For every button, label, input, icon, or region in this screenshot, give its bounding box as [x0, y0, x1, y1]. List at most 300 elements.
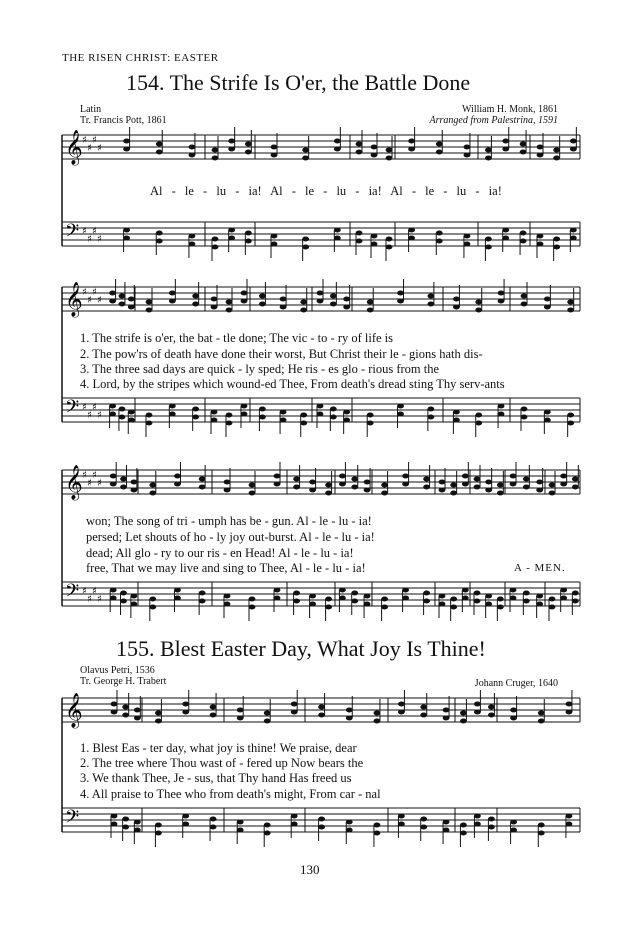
system-2-note — [146, 300, 153, 305]
system-4-note — [474, 702, 481, 707]
system-3-note — [309, 480, 316, 485]
system-4-note — [460, 719, 467, 724]
hymn-154-verse-2-line-2: persed; Let shouts of ho - ly joy out-burst. Al - le - lu - ia! — [86, 530, 375, 544]
system-3-note — [274, 482, 281, 487]
hymn-155-title: 155. Blest Easter Day, What Joy Is Thine! — [116, 636, 486, 661]
system-3-sharp-icon: ♯ — [87, 478, 92, 489]
system-1-note — [485, 156, 492, 161]
system-4-note — [111, 710, 118, 715]
system-3-note — [536, 602, 543, 607]
system-4-note — [122, 825, 129, 830]
system-3-note — [560, 482, 567, 487]
system-3-note — [510, 596, 517, 601]
system-3-note — [199, 599, 206, 604]
system-3-note — [364, 602, 371, 607]
system-1-note — [271, 153, 278, 158]
system-1-note — [386, 148, 393, 153]
system-4-note — [374, 719, 381, 724]
system-3-note — [423, 485, 430, 490]
system-3-note — [402, 596, 409, 601]
system-1-note — [436, 142, 443, 147]
system-2-note — [259, 415, 266, 420]
section-header: THE RISEN CHRIST: EASTER — [62, 52, 219, 64]
system-2-note — [241, 291, 248, 296]
system-2-note — [280, 297, 287, 302]
system-2-note — [128, 418, 135, 423]
system-1-note — [436, 150, 443, 155]
system-3-note — [536, 480, 543, 485]
system-2-note — [128, 297, 135, 302]
hymn-155-verse-1-line-1: 1. Blest Eas - ter day, what joy is thine! We praise, dear — [80, 741, 357, 755]
system-3-note — [402, 474, 409, 479]
system-2-note — [317, 412, 324, 417]
system-3-note — [339, 482, 346, 487]
system-4-note — [420, 825, 427, 830]
system-4-note — [488, 705, 495, 710]
system-2-note — [146, 413, 153, 418]
system-2-note — [475, 308, 482, 313]
system-4-note — [155, 831, 162, 836]
system-4-note — [538, 831, 545, 836]
system-1-note — [245, 239, 252, 244]
system-3-note — [309, 488, 316, 493]
system-2-note — [317, 291, 324, 296]
system-1-sharp-icon: ♯ — [92, 226, 97, 237]
system-3-note — [485, 594, 492, 599]
system-4-note — [443, 820, 450, 825]
system-2-note — [367, 421, 374, 426]
system-3-note — [572, 477, 579, 482]
system-3-note — [274, 588, 281, 593]
system-3-note — [450, 483, 457, 488]
system-4-note — [134, 828, 141, 833]
system-1-note — [502, 139, 509, 144]
system-1-note — [570, 147, 577, 152]
system-1-note — [371, 145, 378, 150]
system-1-note — [212, 156, 219, 161]
system-4-note — [420, 817, 427, 822]
system-2-note — [211, 297, 218, 302]
system-4-note — [460, 823, 467, 828]
system-3-note — [381, 605, 388, 610]
system-3-note — [510, 482, 517, 487]
system-2-sharp-icon: ♯ — [87, 295, 92, 306]
system-3-note — [293, 485, 300, 490]
system-2-note — [567, 413, 574, 418]
system-1-note — [386, 156, 393, 161]
system-3-sharp-icon: ♯ — [97, 594, 102, 605]
system-2-note — [498, 404, 505, 409]
system-2-note — [397, 291, 404, 296]
system-4-note — [538, 719, 545, 724]
system-1-note — [502, 147, 509, 152]
system-4-note — [566, 702, 573, 707]
system-2-note — [397, 299, 404, 304]
system-2-note — [192, 407, 199, 412]
system-3-note — [110, 474, 117, 479]
system-3-note — [325, 605, 332, 610]
system-1-note — [156, 142, 163, 147]
system-3-note — [485, 480, 492, 485]
system-2-note — [119, 407, 126, 412]
system-3-note — [224, 594, 231, 599]
system-2-note — [300, 308, 307, 313]
system-4-note — [111, 702, 118, 707]
system-1-note — [302, 148, 309, 153]
system-4-note — [111, 814, 118, 819]
system-3-note — [130, 602, 137, 607]
system-3-note — [339, 588, 346, 593]
system-3-note — [485, 602, 492, 607]
system-3-note — [110, 482, 117, 487]
system-3-note — [572, 599, 579, 604]
system-4-note — [443, 716, 450, 721]
system-2-note — [280, 305, 287, 310]
system-1-note — [520, 142, 527, 147]
system-3-note — [325, 491, 332, 496]
system-1-bass-clef-icon: 𝄢 — [65, 221, 80, 246]
hymn-154-verse-4-line-2: free, That we may live and sing to Thee, Al - le - lu - ia! — [86, 561, 366, 575]
system-2-note — [119, 302, 126, 307]
system-1-note — [553, 148, 560, 153]
system-2-note — [397, 404, 404, 409]
hymn-154-verse-1-line-2: won; The song of tri - umph has be - gun. Al - le - lu - ia! — [86, 514, 372, 528]
system-4-note — [346, 708, 353, 713]
system-2-note — [521, 415, 528, 420]
system-2-note — [498, 291, 505, 296]
system-3-note — [523, 477, 530, 482]
system-2-note — [300, 413, 307, 418]
system-3-sharp-icon: ♯ — [87, 594, 92, 605]
system-1-note — [356, 239, 363, 244]
system-4-note — [510, 708, 517, 713]
system-4-bass-clef-icon: 𝄢 — [65, 807, 80, 832]
hymn-155-credit-left-1: Olavus Petri, 1536 — [80, 665, 155, 676]
system-3-note — [224, 488, 231, 493]
system-1-note — [156, 239, 163, 244]
system-4-note — [346, 828, 353, 833]
system-2-note — [226, 300, 233, 305]
system-3-note — [364, 594, 371, 599]
system-3-note — [339, 474, 346, 479]
system-3-note — [325, 597, 332, 602]
system-3-note — [572, 591, 579, 596]
system-4-note — [237, 716, 244, 721]
system-3-note — [381, 483, 388, 488]
system-3-note — [523, 485, 530, 490]
system-3-note — [474, 477, 481, 482]
system-3-note — [325, 483, 332, 488]
system-3-note — [497, 605, 504, 610]
system-2-note — [330, 294, 337, 299]
system-4-note — [182, 822, 189, 827]
system-3-note — [549, 491, 556, 496]
system-3-note — [293, 591, 300, 596]
system-4-note — [374, 823, 381, 828]
system-1-note — [189, 242, 196, 247]
system-3-note — [560, 596, 567, 601]
system-1-treble-clef-icon: 𝄞 — [65, 130, 83, 165]
system-3-note — [149, 491, 156, 496]
system-1-note — [485, 148, 492, 153]
system-1-sharp-icon: ♯ — [92, 135, 97, 146]
system-3-sharp-icon: ♯ — [82, 586, 87, 597]
system-4-note — [210, 713, 217, 718]
system-1-note — [123, 147, 130, 152]
system-3-note — [381, 491, 388, 496]
system-3-note — [423, 591, 430, 596]
system-3-note — [474, 591, 481, 596]
system-1-note — [228, 147, 235, 152]
system-1-note — [537, 242, 544, 247]
system-2-note — [330, 415, 337, 420]
system-1-note — [408, 139, 415, 144]
system-1-sharp-icon: ♯ — [82, 135, 87, 146]
system-1-note — [123, 228, 130, 233]
system-1-note — [212, 148, 219, 153]
system-1-note — [228, 228, 235, 233]
system-4-note — [210, 817, 217, 822]
system-4-note — [488, 713, 495, 718]
system-1-note — [356, 142, 363, 147]
system-1-note — [464, 153, 471, 158]
system-4-note — [510, 828, 517, 833]
system-1-note — [212, 237, 219, 242]
system-3-note — [549, 597, 556, 602]
system-3-note — [381, 597, 388, 602]
system-3-note — [560, 588, 567, 593]
system-1-note — [485, 245, 492, 250]
system-2-note — [521, 294, 528, 299]
hymn-155-credit-right-1: Johann Cruger, 1640 — [474, 678, 558, 689]
system-2-note — [226, 421, 233, 426]
hymn-154-verse-4-line-1: 4. Lord, by the stripes which wound-ed Thee, From death's dread sting Thy serv-ants — [80, 377, 505, 391]
system-1-note — [245, 142, 252, 147]
system-4-note — [443, 828, 450, 833]
hymn-155-verse-2-line-1: 2. The tree where Thou wast of - fered up Now bears the — [80, 756, 364, 770]
system-3-note — [309, 594, 316, 599]
system-2-note — [259, 407, 266, 412]
system-1-note — [302, 237, 309, 242]
system-3-note — [462, 482, 469, 487]
hymn-154-credit-right-2: Arranged from Palestrina, 1591 — [429, 115, 558, 126]
system-2-note — [241, 412, 248, 417]
system-1-note — [245, 150, 252, 155]
system-2-note — [343, 418, 350, 423]
system-4-note — [538, 711, 545, 716]
system-4-note — [443, 708, 450, 713]
system-2-note — [343, 297, 350, 302]
system-3-note — [274, 474, 281, 479]
system-3-note — [249, 597, 256, 602]
system-4-note — [398, 702, 405, 707]
system-3-note — [224, 602, 231, 607]
system-2-note — [226, 308, 233, 313]
system-2-note — [544, 410, 551, 415]
system-3-note — [199, 477, 206, 482]
system-2-note — [241, 299, 248, 304]
system-4-note — [346, 716, 353, 721]
system-2-note — [521, 407, 528, 412]
system-3-note — [249, 491, 256, 496]
system-2-note — [475, 300, 482, 305]
system-2-note — [330, 407, 337, 412]
system-3-note — [274, 596, 281, 601]
system-4-note — [318, 705, 325, 710]
system-2-note — [317, 404, 324, 409]
system-1-note — [570, 236, 577, 241]
system-3-note — [523, 591, 530, 596]
system-4-note — [398, 814, 405, 819]
system-3-note — [130, 594, 137, 599]
system-2-note — [544, 418, 551, 423]
system-3-note — [439, 602, 446, 607]
system-4-note — [264, 823, 271, 828]
system-3-note — [174, 482, 181, 487]
system-3-note — [402, 482, 409, 487]
system-2-sharp-icon: ♯ — [97, 295, 102, 306]
system-3-note — [510, 588, 517, 593]
system-1-note — [245, 231, 252, 236]
system-2-note — [119, 415, 126, 420]
system-4-note — [460, 711, 467, 716]
system-2-note — [109, 404, 116, 409]
system-2-note — [567, 308, 574, 313]
system-2-note — [498, 299, 505, 304]
system-2-note — [169, 404, 176, 409]
system-3-note — [474, 485, 481, 490]
system-3-note — [536, 488, 543, 493]
system-4-note — [155, 823, 162, 828]
system-3-note — [572, 485, 579, 490]
system-2-treble-clef-icon: 𝄞 — [65, 282, 83, 317]
system-2-note — [128, 305, 135, 310]
system-3-note — [450, 605, 457, 610]
system-1-note — [485, 237, 492, 242]
system-3-note — [560, 474, 567, 479]
system-4-note — [488, 817, 495, 822]
system-1-note — [334, 147, 341, 152]
system-2-note — [169, 291, 176, 296]
hymn-154-title: 154. The Strife Is O'er, the Battle Done — [126, 70, 471, 95]
system-4-note — [398, 710, 405, 715]
system-3-note — [110, 588, 117, 593]
system-1-note — [408, 236, 415, 241]
system-1-note — [537, 145, 544, 150]
system-2-note — [397, 412, 404, 417]
system-3-note — [174, 596, 181, 601]
system-1-note — [436, 239, 443, 244]
system-3-note — [510, 474, 517, 479]
system-3-note — [174, 588, 181, 593]
system-2-note — [226, 413, 233, 418]
system-4-note — [291, 702, 298, 707]
system-3-note — [485, 488, 492, 493]
system-1-note — [334, 236, 341, 241]
system-2-note — [427, 302, 434, 307]
system-3-note — [364, 480, 371, 485]
system-4-note — [264, 831, 271, 836]
system-1-note — [189, 234, 196, 239]
system-2-note — [427, 407, 434, 412]
system-2-sharp-icon: ♯ — [92, 287, 97, 298]
system-1-sharp-icon: ♯ — [87, 234, 92, 245]
system-3-note — [120, 485, 127, 490]
page-number: 130 — [300, 862, 320, 877]
hymn-154-verse-3-line-2: dead; All glo - ry to our ris - en Head! Al - le - lu - ia! — [86, 546, 354, 560]
system-1-note — [464, 234, 471, 239]
system-2-note — [192, 294, 199, 299]
system-3-sharp-icon: ♯ — [92, 586, 97, 597]
system-2-note — [567, 300, 574, 305]
system-4-note — [111, 822, 118, 827]
system-4-note — [538, 823, 545, 828]
system-1-sharp-icon: ♯ — [82, 226, 87, 237]
system-4-note — [566, 710, 573, 715]
system-4-note — [474, 710, 481, 715]
system-2-note — [211, 418, 218, 423]
system-4-note — [420, 713, 427, 718]
system-4-note — [122, 705, 129, 710]
system-3-note — [351, 591, 358, 596]
system-4-note — [134, 708, 141, 713]
system-2-note — [343, 410, 350, 415]
system-4-note — [182, 702, 189, 707]
system-3-note — [199, 591, 206, 596]
system-4-note — [264, 711, 271, 716]
system-1-sharp-icon: ♯ — [87, 143, 92, 154]
system-1-note — [502, 236, 509, 241]
system-4-note — [318, 825, 325, 830]
system-4-note — [318, 817, 325, 822]
system-1-note — [537, 153, 544, 158]
system-2-note — [192, 415, 199, 420]
system-3-note — [497, 597, 504, 602]
hymn-155-verse-3-line-1: 3. We thank Thee, Je - sus, that Thy hand Has freed us — [80, 771, 352, 785]
system-2-note — [119, 294, 126, 299]
system-3-note — [174, 474, 181, 479]
system-2-note — [169, 412, 176, 417]
system-3-note — [130, 480, 137, 485]
system-2-note — [544, 297, 551, 302]
system-2-note — [211, 410, 218, 415]
system-1-note — [189, 153, 196, 158]
system-3-note — [497, 491, 504, 496]
system-3-note — [309, 602, 316, 607]
system-3-note — [364, 488, 371, 493]
system-2-note — [128, 410, 135, 415]
system-4-note — [291, 710, 298, 715]
system-1-note — [570, 228, 577, 233]
system-3-note — [249, 605, 256, 610]
system-2-note — [241, 404, 248, 409]
system-4-note — [398, 822, 405, 827]
system-1-note — [302, 245, 309, 250]
hymn-154-credit-left-1: Latin — [80, 104, 102, 115]
system-1-note — [570, 139, 577, 144]
system-3-note — [120, 591, 127, 596]
system-2-note — [453, 418, 460, 423]
system-4-note — [237, 708, 244, 713]
system-1-sharp-icon: ♯ — [97, 143, 102, 154]
system-1-note — [386, 237, 393, 242]
system-3-note — [351, 485, 358, 490]
system-1-note — [334, 228, 341, 233]
system-4-note — [474, 822, 481, 827]
system-1-note — [408, 147, 415, 152]
system-2-note — [109, 299, 116, 304]
hymn-154-credit-right-1: William H. Monk, 1861 — [462, 104, 558, 115]
